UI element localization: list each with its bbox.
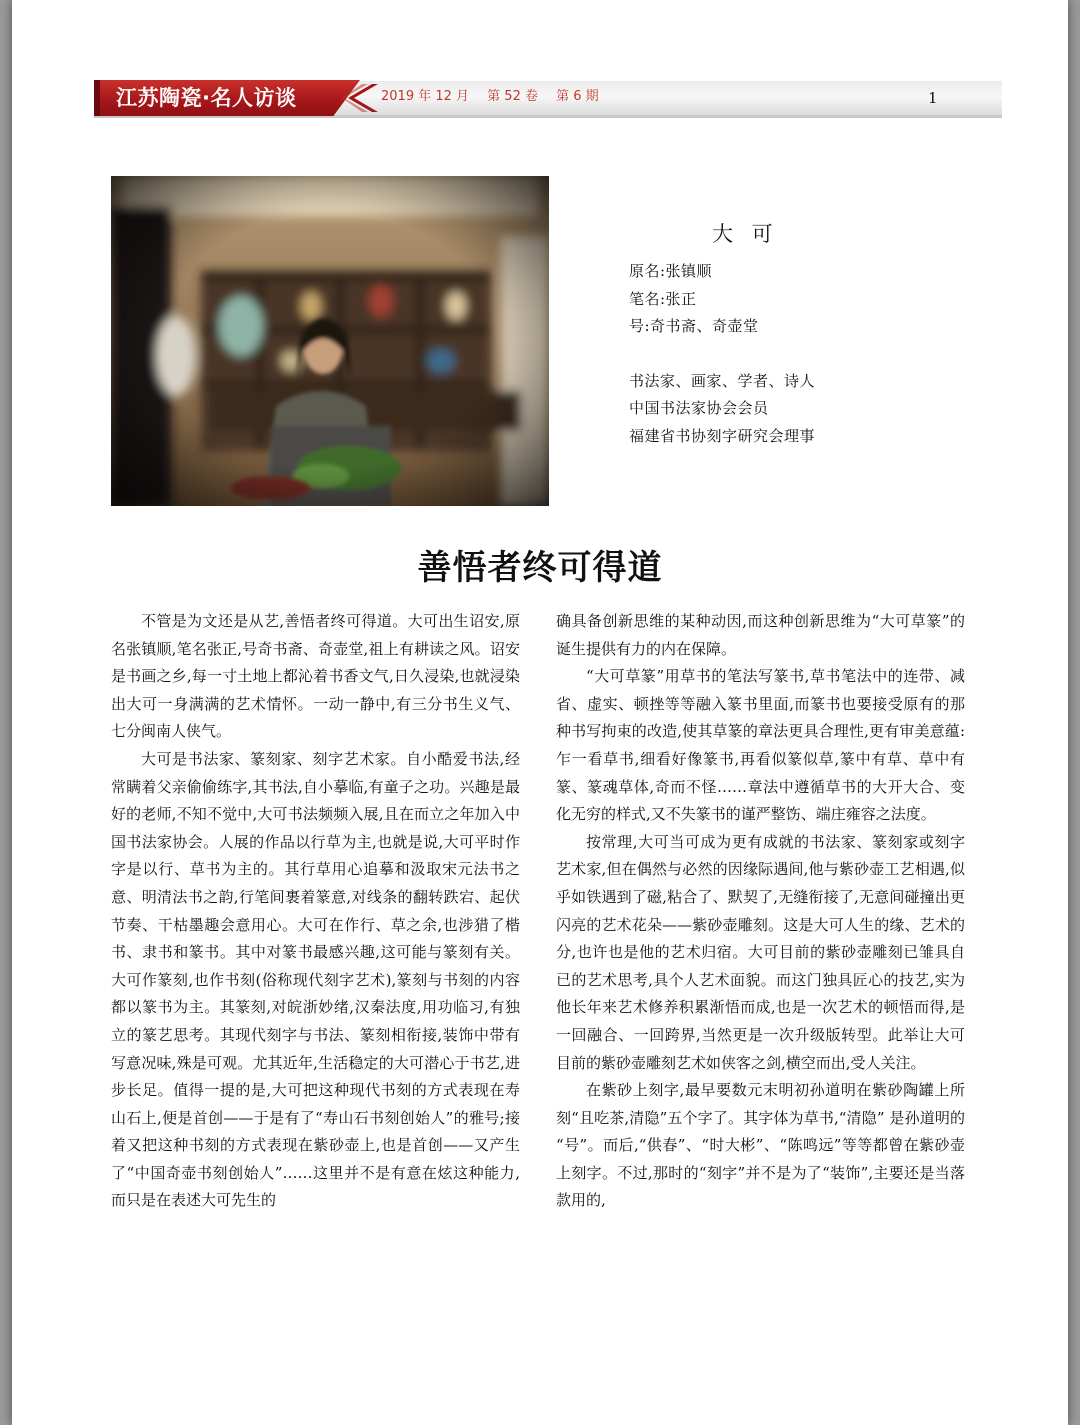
portrait-image — [111, 176, 549, 506]
profile-original-name: 原名:张镇顺 — [629, 262, 713, 280]
magazine-brand: 江苏陶瓷·名人访谈 — [116, 86, 297, 110]
profile-title-council: 福建省书协刻字研究会理事 — [629, 426, 816, 445]
issue-info — [381, 87, 613, 107]
profile-pen-name: 笔名:张正 — [629, 289, 697, 308]
profile-details — [629, 258, 815, 451]
paragraph: 不管是为文还是从艺,善悟者终可得道。大可出生诏安,原名张镇顺,笔名张正,号奇书斋、奇壶堂,祖上有耕读之风。诏安是书画之乡,每一寸土地上都沁着书香文气,日久浸染,也就浸染出大可一身满满的艺术情怀。一动一静中,有三分书生义气、七分闽南人侠气。 — [111, 612, 520, 741]
issue-number: 第 6 期 — [556, 89, 599, 104]
article-title: 善悟者终可得道 — [417, 548, 663, 588]
chevron-left-icon — [342, 82, 378, 114]
page-number: 1 — [928, 89, 938, 107]
portrait-photo — [111, 176, 549, 506]
profile-title-association: 中国书法家协会会员 — [629, 399, 769, 418]
magazine-page — [12, 0, 1068, 1425]
article-left-column — [111, 608, 520, 1215]
paragraph: “大可草篆”用草书的笔法写篆书,草书笔法中的连带、减省、虚实、顿挫等等融入篆书里面,而篆书也要接受原有的那种书写拘束的改造,使其草篆的章法更具合理性,更有审美意蕴:乍一看草书,细看好像篆书,再看似篆似草,篆中有草、草中有篆、篆魂草体,奇而不怪……章法中遵循草书的大开大合、变化无穷的样式,又不失篆书的谨严整饬、端庄雍容之法度。 — [556, 667, 965, 824]
profile-studio-name: 号:奇书斋、奇壶堂 — [629, 317, 759, 336]
paragraph: 按常理,大可当可成为更有成就的书法家、篆刻家或刻字艺术家,但在偶然与必然的因缘际遇间,他与紫砂壶工艺相遇,似乎如铁遇到了磁,粘合了、默契了,无缝衔接了,无意间碰撞出更闪亮的艺术花朵——紫砂壶雕刻。这是大可人生的缘、艺术的分,也许也是他的艺术归宿。大可目前的紫砂壶雕刻已雏具自已的艺术思考,具个人艺术面貌。而这门独具匠心的技艺,实为他长年来艺术修养积累渐悟而成,也是一次艺术的顿悟而得,是一回融合、一回跨界,当然更是一次升级版转型。此举让大可目前的紫砂壶雕刻艺术如侠客之剑,横空而出,受人关注。 — [556, 832, 965, 1072]
profile-name: 大 可 — [712, 222, 779, 246]
issue-volume: 第 52 卷 — [487, 89, 538, 104]
paragraph: 在紫砂上刻字,最早要数元末明初孙道明在紫砂陶罐上所刻“且吃茶,清隐”五个字了。其字体为草书,“清隐” 是孙道明的 “号”。而后,“供春”、“时大彬”、“陈鸣远”等等都曾在紫砂壶上刻字。不过,那时的“刻字”并不是为了“装饰”,主要还是当落款用的, — [556, 1081, 965, 1210]
paragraph-continued: 确具备创新思维的某种动因,而这种创新思维为“大可草篆”的诞生提供有力的内在保障。 — [556, 612, 965, 658]
article-right-column — [556, 608, 965, 1215]
paragraph: 大可是书法家、篆刻家、刻字艺术家。自小酷爱书法,经常瞒着父亲偷偷练字,其书法,自小摹临,有童子之功。兴趣是最好的老师,不知不觉中,大可书法频频入展,且在而立之年加入中国书法家协会。人展的作品以行草为主,也就是说,大可平时作字是以行、草书为主的。其行草用心追摹和汲取宋元法书之意、明清法书之韵,行笔间裹着篆意,对线条的翻转跌宕、起伏节奏、干枯墨趣会意用心。大可在作行、草之余,也涉猎了楷书、隶书和篆书。其中对篆书最感兴趣,这可能与篆刻有关。大可作篆刻,也作书刻(俗称现代刻字艺术),篆刻与书刻的内容都以篆书为主。其篆刻,对皖浙妙绪,汉秦法度,用功临习,有独立的篆艺思考。其现代刻字与书法、篆刻相衔接,装饰中带有写意况味,殊是可观。尤其近年,生活稳定的大可潜心于书艺,进步长足。值得一提的是,大可把这种现代书刻的方式表现在寿山石上,便是首创——于是有了“寿山石书刻创始人”的雅号;接着又把这种书刻的方式表现在紫砂壶上,也是首创——又产生了“中国奇壶书刻创始人”……这里并不是有意在炫这种能力,而只是在表述大可先生的 — [111, 749, 520, 1210]
profile-spacer — [629, 341, 815, 368]
profile-title-roles: 书法家、画家、学者、诗人 — [629, 371, 816, 390]
issue-date: 2019 年 12 月 — [381, 89, 470, 104]
brand-tab-stripe — [94, 80, 100, 116]
